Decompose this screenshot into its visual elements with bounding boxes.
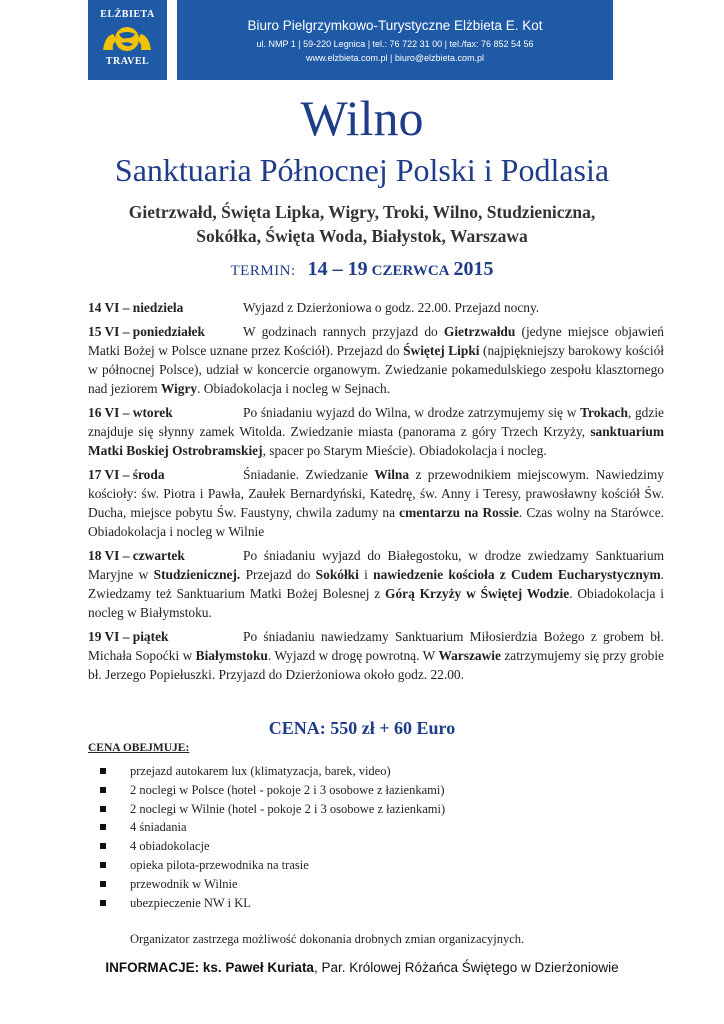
includes-item	[100, 894, 445, 913]
itinerary-highlight: Górą Krzyży w Świętej Wodzie	[385, 586, 570, 601]
itinerary-text: . Obiadokolacja i nocleg w Sejnach.	[197, 381, 391, 396]
itinerary-text: zatrzymujemy się przy grobie bł. Jerzego Popiełuszki. Przyjazd do Dzierżoniowa około godz. 22.00.	[88, 648, 665, 682]
itinerary-highlight: Wigry	[160, 381, 198, 396]
itinerary-text: , gdzie znajduje się słynny zamek Witolda. Zwiedzanie miasta (panorama z góry Trzech Krzyży,	[88, 405, 664, 439]
itinerary-day-label: 15 VI – poniedziałek	[88, 324, 205, 339]
includes-item-text: 4 śniadania	[130, 820, 187, 835]
includes-item	[100, 856, 445, 875]
includes-item-text: 4 obiadokolacje	[130, 839, 210, 854]
destinations-line-1: Gietrzwałd, Święta Lipka, Wigry, Troki, Wilno, Studzieniczna,	[128, 202, 596, 222]
itinerary-text: Po śniadaniu wyjazd do Białegostoku, w drodze zwiedzamy Sanktuarium Maryjne w	[88, 548, 664, 582]
includes-heading: CENA OBEJMUJE:	[88, 742, 190, 754]
itinerary-day	[88, 322, 664, 398]
itinerary-text: . Obiadokolacja i nocleg w Białymstoku.	[88, 586, 664, 620]
logo-text-bottom: TRAVEL	[105, 56, 150, 67]
includes-item	[100, 818, 445, 837]
trip-date-days: 14 – 19	[307, 258, 368, 280]
price-label: CENA:	[268, 718, 326, 738]
globe-lions-emblem-icon	[101, 24, 153, 54]
itinerary-text: . Czas wolny na Starówce. Obiadokolacja i nocleg w Wilnie	[88, 505, 664, 539]
itinerary-highlight: Świętej Lipki	[403, 343, 480, 358]
page-title: Wilno	[300, 90, 424, 146]
includes-item	[100, 800, 445, 819]
destinations-line-2: Sokółka, Święta Woda, Białystok, Warszawa	[196, 226, 528, 246]
itinerary	[88, 298, 664, 689]
itinerary-highlight: Wilna	[374, 467, 410, 482]
itinerary-day-label: 19 VI – piątek	[88, 629, 169, 644]
includes-list	[100, 762, 445, 912]
contact-info-parish: , Par. Królowej Różańca Świętego w Dzierżoniowie	[313, 960, 619, 975]
square-bullet-icon	[100, 787, 106, 793]
trip-date	[0, 258, 724, 281]
itinerary-highlight: Gietrzwałdu	[443, 324, 516, 339]
itinerary-text: . Wyjazd w drogę powrotną. W	[267, 648, 439, 663]
itinerary-highlight: Trokach	[580, 405, 628, 420]
itinerary-highlight: Studzienicznej.	[153, 567, 241, 582]
trip-date-year: 2015	[453, 258, 494, 280]
itinerary-day-label: 17 VI – środa	[88, 467, 165, 482]
logo-text-top: ELŻBIETA	[100, 9, 155, 20]
square-bullet-icon	[100, 862, 106, 868]
itinerary-day	[88, 627, 664, 684]
itinerary-text: i	[358, 567, 374, 582]
includes-item	[100, 781, 445, 800]
square-bullet-icon	[100, 881, 106, 887]
itinerary-text: Wyjazd z Dzierżoniowa o godz. 22.00. Przejazd nocny.	[243, 300, 540, 315]
trip-date-label: TERMIN:	[230, 263, 296, 279]
itinerary-highlight: Warszawie	[438, 648, 501, 663]
company-address: ul. NMP 1 | 59-220 Legnica | tel.: 76 722 31 00 | tel./fax: 76 852 54 56	[256, 39, 534, 49]
itinerary-text: W godzinach rannych przyjazd do	[243, 324, 444, 339]
price	[0, 718, 724, 739]
includes-item	[100, 837, 445, 856]
includes-item-text: 2 noclegi w Wilnie (hotel - pokoje 2 i 3 osobowe z łazienkami)	[130, 801, 446, 816]
itinerary-highlight: sanktuarium Matki Boskiej Ostrobramskiej	[88, 424, 664, 458]
header-banner	[177, 0, 613, 80]
price-amount: 550 zł + 60 Euro	[330, 718, 456, 738]
itinerary-text: Przejazd do	[240, 567, 316, 582]
itinerary-text: Śniadanie. Zwiedzanie	[243, 467, 375, 482]
itinerary-text: , spacer po Starym Mieście). Obiadokolacja i nocleg.	[262, 443, 547, 458]
square-bullet-icon	[100, 824, 106, 830]
itinerary-day	[88, 465, 664, 541]
itinerary-day-label: 14 VI – niedziela	[88, 300, 184, 315]
includes-item-text: ubezpieczenie NW i KL	[130, 895, 251, 910]
organizer-note: Organizator zastrzega możliwość dokonania drobnych zmian organizacyjnych.	[130, 932, 525, 946]
itinerary-day	[88, 298, 664, 317]
contact-info-label: INFORMACJE: ks. Paweł Kuriata	[105, 960, 314, 975]
itinerary-highlight: cmentarzu na Rossie	[399, 505, 519, 520]
itinerary-day-label: 16 VI – wtorek	[88, 405, 173, 420]
includes-item	[100, 875, 445, 894]
itinerary-text: . Zwiedzamy też Sanktuarium Matki Bożej Bolesnej z	[88, 567, 665, 601]
square-bullet-icon	[100, 806, 106, 812]
square-bullet-icon	[100, 843, 106, 849]
includes-item-text: opieka pilota-przewodnika na trasie	[130, 857, 309, 872]
destinations	[40, 200, 684, 248]
includes-item	[100, 762, 445, 781]
page-subtitle: Sanktuaria Północnej Polski i Podlasia	[114, 152, 610, 188]
trip-date-month: CZERWCA	[371, 263, 450, 279]
includes-item-text: 2 noclegi w Polsce (hotel - pokoje 2 i 3 osobowe z łazienkami)	[130, 782, 445, 797]
company-logo	[88, 0, 167, 80]
itinerary-highlight: nawiedzenie kościoła z Cudem Eucharystycznym	[373, 567, 661, 582]
square-bullet-icon	[100, 768, 106, 774]
itinerary-text: (najpiękniejszy barokowy kościół w północnej Polsce), udział w koncercie organowym. Zwiedzanie pokamedulskiego zespołu klasztornego nad jeziorem	[88, 343, 664, 396]
square-bullet-icon	[100, 900, 106, 906]
itinerary-highlight: Sokółki	[315, 567, 359, 582]
contact-info	[0, 960, 724, 975]
includes-item-text: przejazd autokarem lux (klimatyzacja, barek, video)	[130, 764, 391, 778]
itinerary-text: Po śniadaniu nawiedzamy Sanktuarium Miłosierdzia Bożego z grobem bł. Michała Sopoćki w	[88, 629, 664, 663]
itinerary-text: (jedyne miejsce objawień Matki Bożej w Polsce uznane przez Kościół). Przejazd do	[88, 324, 664, 358]
company-web-email: www.elzbieta.com.pl | biuro@elzbieta.com.pl	[305, 53, 485, 63]
itinerary-day	[88, 546, 664, 622]
itinerary-text: z przewodnikiem miejscowym. Nawiedzimy kościoły: św. Piotra i Pawła, Zaułek Bernardyński, Katedrę, św. Anny i Teresy, prawosławny kościół Św. Ducha, miejsce pobytu Św. Faustyny, chwila zadumy na	[88, 467, 664, 520]
itinerary-text: Po śniadaniu wyjazd do Wilna, w drodze zatrzymujemy się w	[243, 405, 581, 420]
company-name: Biuro Pielgrzymkowo-Turystyczne Elżbieta E. Kot	[247, 18, 543, 33]
itinerary-highlight: Białymstoku	[195, 648, 268, 663]
includes-item-text: przewodnik w Wilnie	[130, 876, 238, 891]
itinerary-day	[88, 403, 664, 460]
itinerary-day-label: 18 VI – czwartek	[88, 548, 185, 563]
